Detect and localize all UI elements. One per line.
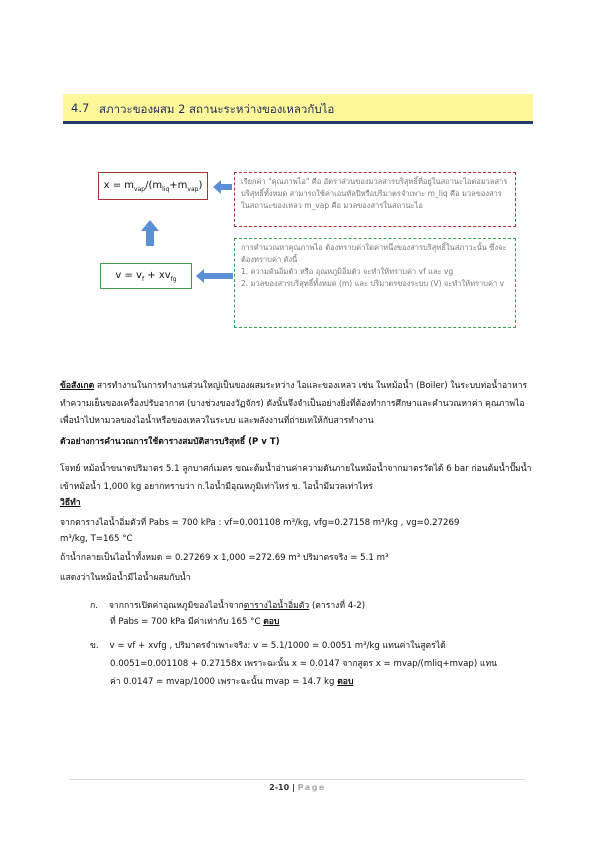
- page-number: 2-10: [269, 783, 290, 792]
- note-text: เรียกค่า "คุณภาพไอ" คือ อัตราส่วนของมวลสารบริสุทธิ์ที่อยู่ในสถานะไอต่อมวลสารบริสุทธิ์ทั้งหมด สามารถใช้ค่าเอนทัลปีหรือปริมาตรจำเพาะ m_liq คือ มวลของสารในสถานะของเหลว m_vap คือ มวลของสารในสถานะไอ: [241, 177, 508, 210]
- item-b-line-3: [110, 674, 538, 692]
- item-b-label: ข.: [90, 641, 99, 651]
- item-a-text: (ตารางที่ 4-2): [309, 601, 366, 611]
- conclusion-line: แสดงว่าในหม้อน้ำมีไอน้ำผสมกับน้ำ: [60, 573, 191, 583]
- formula-sub: vap: [134, 186, 146, 193]
- note-text: 1. ความดันอิ่มตัว หรือ อุณหภูมิอิ่มตัว จะทำให้ทราบค่า vf และ vg: [241, 267, 454, 276]
- example-heading: ตัวอย่างการคำนวณการใช้ตารางสมบัติสารบริสุทธิ์ (P v T): [60, 437, 280, 447]
- formula-text: ): [198, 180, 203, 191]
- formula-text: /(m: [145, 180, 163, 191]
- footer-divider: [70, 779, 525, 780]
- page-word: Page: [297, 783, 326, 792]
- quality-note-box: [234, 172, 516, 227]
- note-text: การคำนวณหาคุณภาพไอ ต้องทราบค่าใดค่าหนึ่งของสารบริสุทธิ์ในสภาวะนั้น ซึ่งจะต้องทราบค่า ดังนี้: [241, 243, 507, 264]
- steam-table-link[interactable]: ตารางไอน้ำอิ่มตัว: [243, 601, 310, 611]
- problem-text: โจทย์ หม้อน้ำขนาดปริมาตร 5.1 ลูกบาศก์เมตร ขณะต้มน้ำอ่านค่าความดันภายในหม้อน้ำจากมาตรวัดได้ 6 bar ก่อนต้มน้ำปั๊มน้ำเข้าหม้อน้ำ 1,000 kg อยากทราบว่า ก.ไอน้ำมีอุณหภูมิเท่าไหร่ ข. ไอน้ำมีมวลเท่าไหร่: [60, 464, 532, 492]
- observation-label: ข้อสังเกต: [60, 381, 95, 391]
- page-footer: [0, 783, 595, 792]
- item-a-label: ก.: [90, 601, 98, 611]
- assume-line: ถ้าน้ำกลายเป็นไอน้ำทั้งหมด = 0.27269 x 1,000 =272.69 m³ ปริมาตรจริง = 5.1 m³: [60, 553, 389, 563]
- section-heading: [63, 94, 533, 124]
- formula-text: x = m: [103, 180, 135, 191]
- left-arrow-icon: [194, 268, 234, 284]
- formula-sub: vap: [187, 186, 199, 193]
- item-a-text: จากการเปิดค่าอุณหภูมิของไอน้ำจาก: [108, 601, 244, 611]
- observation-text: สารทำงานในการทำงานส่วนใหญ่เป็นของผสมระหว่าง ไอและของเหลว เช่น ในหม้อน้ำ (Boiler) ในระบบท่อน้ำอาหารทำความเย็นของเครื่องปรับอากาศ (บางช่วงของวัฏจักร) ดังนั้นจึงจำเป็นอย่างยิ่งที่ต้องทำการศึกษาและคำนวณหาค่า คุณภาพไอ เพื่อนำไปหามวลของไอน้ำหรือของเหลวในระบบ และพลังงานที่ถ่ายเทให้กับสารทำงาน: [60, 381, 528, 426]
- table-line-1: จากตารางไอน้ำอิ่มตัวที่ Pabs = 700 kPa : vf=0.001108 m³/kg, vfg=0.27158 m³/kg , vg=0.27269: [60, 518, 460, 528]
- calculation-note-box: [234, 238, 516, 328]
- left-arrow-icon: [211, 179, 233, 195]
- note-text: 2. มวลของสารบริสุทธิ์ทั้งหมด (m) และ ปริมาตรของระบบ (V) จะทำให้ทราบค่า v: [241, 279, 505, 288]
- table-line-2: m³/kg, T=165 °C: [60, 534, 133, 544]
- quality-formula-box: [98, 172, 208, 200]
- item-b-text: ค่า 0.0147 = mvap/1000 เพราะฉะนั้น mvap = 14.7 kg: [110, 677, 338, 687]
- volume-formula-box: [100, 263, 192, 289]
- footer-separator: |: [289, 783, 298, 792]
- item-a-line-2: [110, 614, 538, 632]
- item-b-text: v = vf + xvfg , ปริมาตรจำเพาะจริง: v = 5.1/1000 = 0.0051 m³/kg แทนค่าในสูตรได้: [109, 641, 446, 651]
- formula-text: v = v: [115, 270, 142, 281]
- formula-sub: liq: [162, 186, 170, 193]
- item-b-line-2: 0.0051=0.001108 + 0.27158x เพราะฉะนั้น x = 0.0147 จากสูตร x = mvap/(mliq+mvap) แทน: [110, 659, 498, 669]
- section-title: สภาวะของผสม 2 สถานะระหว่างของเหลวกับไอ: [99, 102, 335, 116]
- answer-label: ตอบ: [337, 677, 354, 687]
- item-a-text: ที่ Pabs = 700 kPa มีค่าเท่ากับ 165 °C: [110, 617, 264, 627]
- item-b-line-1: [90, 638, 538, 656]
- method-label: วิธีทำ: [60, 498, 81, 508]
- formula-sub: f: [141, 276, 145, 283]
- item-a-line-1: [90, 598, 538, 616]
- answer-label: ตอบ: [263, 617, 280, 627]
- observation-paragraph: [60, 378, 538, 431]
- up-arrow-icon: [140, 218, 160, 248]
- formula-sub: fg: [170, 276, 177, 283]
- formula-text: + xv: [144, 270, 171, 281]
- formula-text: +m: [169, 180, 188, 191]
- section-number: 4.7: [71, 101, 90, 115]
